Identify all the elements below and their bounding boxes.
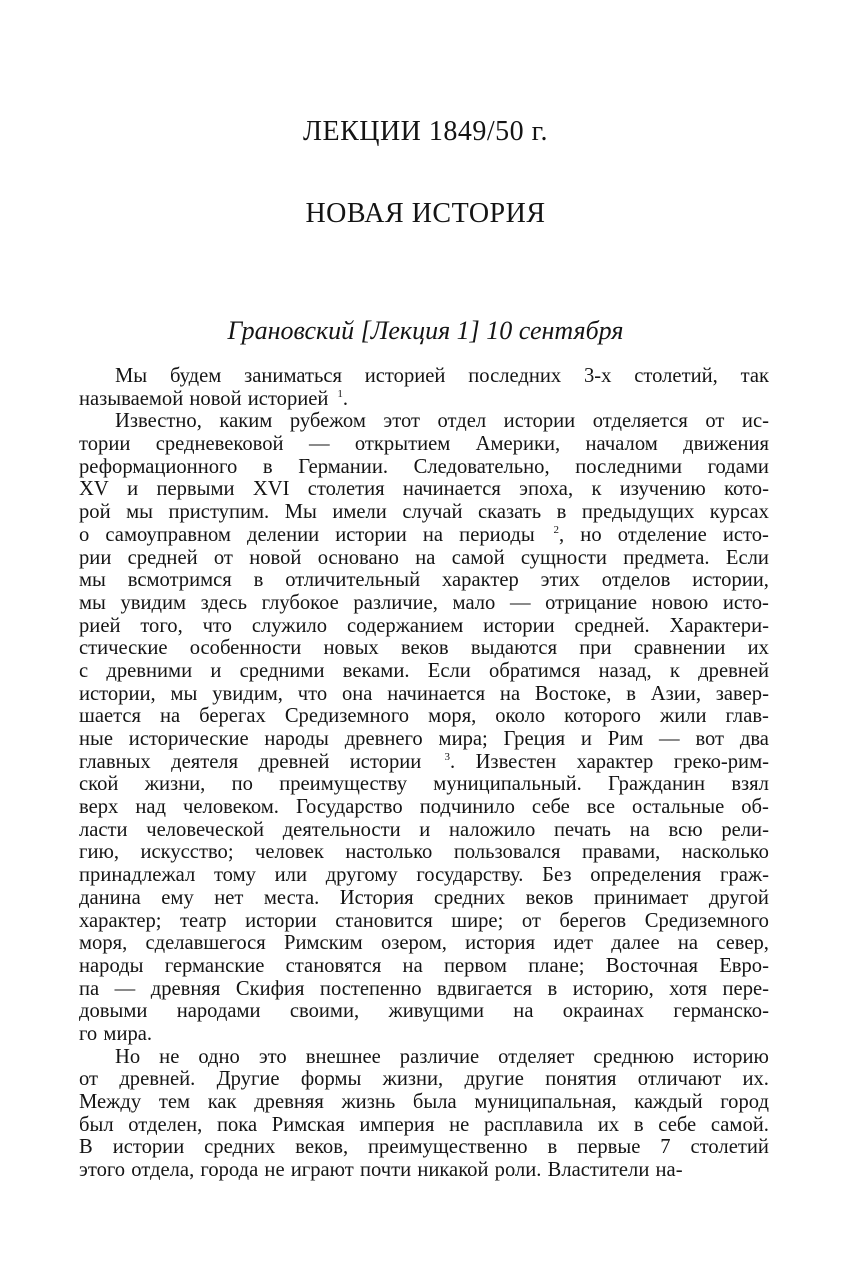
paragraph [79, 1046, 769, 1182]
text-line: моря, сделавшегося Римским озером, история идет далее на север, [79, 932, 769, 955]
text-line: реформационного в Германии. Следовательно, последними годами [79, 455, 769, 478]
text-line: рой мы приступим. Мы имели случай сказать в предыдущих курсах [79, 501, 769, 524]
text-line: ные исторические народы древнего мира; Греция и Рим — вот два [79, 728, 769, 750]
body-text [79, 365, 769, 1182]
text-line: рией того, что служило содержанием истории средней. Характери- [79, 614, 769, 637]
text-line: называемой новой историей $^1$. [79, 387, 349, 410]
text-line: мы всмотримся в отличительный характер этих отделов истории, [79, 569, 769, 592]
text-line: верх над человеком. Государство подчинило себе все остальные об- [79, 796, 769, 819]
paragraph [79, 410, 769, 1045]
text-line: тории средневековой — открытием Америки, началом движения [79, 433, 769, 456]
text-line: XV и первыми XVI столетия начинается эпоха, к изучению кото- [79, 478, 769, 501]
text-line: довыми народами своими, живущими на окраинах германско- [79, 1000, 769, 1023]
text-line: го мира. [79, 1022, 153, 1045]
text-line: от древней. Другие формы жизни, другие понятия отличают их. [79, 1068, 769, 1091]
text-line: был отделен, пока Римская империя не расплавила их в себе самой. [79, 1113, 769, 1136]
text-line: народы германские становятся на первом плане; Восточная Евро- [79, 954, 769, 977]
text-line: о самоуправном делении истории на периоды $^2$, но отделение исто- [79, 523, 769, 546]
text-line: истории, мы увидим, что она начинается на Востоке, в Азии, завер- [79, 682, 769, 705]
paragraph [79, 365, 769, 410]
text-line: па — древняя Скифия постепенно вдвигается в историю, хотя пере- [79, 977, 769, 1000]
footnote-marker: 2 [550, 523, 560, 536]
text-line: гию, искусство; человек настолько пользовался правами, насколько [79, 841, 769, 864]
text-line: ской жизни, по преимуществу муниципальный. Гражданин взял [79, 773, 769, 796]
text-line: В истории средних веков, преимущественно в первые 7 столетий [79, 1136, 769, 1159]
text-line: главных деятеля древней истории $^3$. Известен характер греко-рим- [79, 750, 769, 773]
text-line: Между тем как древняя жизнь была муниципальная, каждый город [79, 1091, 769, 1113]
text-line: данина ему нет места. История средних веков принимает другой [79, 886, 769, 909]
text-line: Но не одно это внешнее различие отделяет среднюю историю [115, 1045, 769, 1068]
text-line: Известно, каким рубежом этот отдел истории отделяется от ис- [115, 410, 769, 433]
text-line: ласти человеческой деятельности и наложило печать на всю рели- [79, 818, 769, 841]
text-line: стические особенности новых веков выдаются при сравнении их [79, 637, 769, 660]
page-title: ЛЕКЦИИ 1849/50 г. [302, 116, 549, 147]
text-line: принадлежал тому или другому государству. Без определения граж- [79, 864, 769, 887]
page-subtitle: НОВАЯ ИСТОРИЯ [305, 198, 546, 229]
footnote-marker: 1 [334, 387, 343, 400]
footnote-marker: 3 [441, 750, 450, 763]
lecture-heading: Грановский [Лекция 1] 10 сентября [227, 316, 624, 345]
text-line: мы увидим здесь глубокое различие, мало — отрицание новою исто- [79, 591, 769, 614]
text-line: характер; театр истории становится шире; от берегов Средиземного [79, 909, 769, 932]
text-line: шается на берегах Средиземного моря, около которого жили глав- [79, 705, 769, 728]
text-line: с древними и средними веками. Если обратимся назад, к древней [79, 659, 769, 682]
text-line: Мы будем заниматься историей последних 3-х столетий, так [115, 365, 769, 387]
text-line: этого отдела, города не играют почти никакой роли. Властители на- [79, 1159, 683, 1182]
text-line: рии средней от новой основано на самой сущности предмета. Если [79, 546, 769, 569]
